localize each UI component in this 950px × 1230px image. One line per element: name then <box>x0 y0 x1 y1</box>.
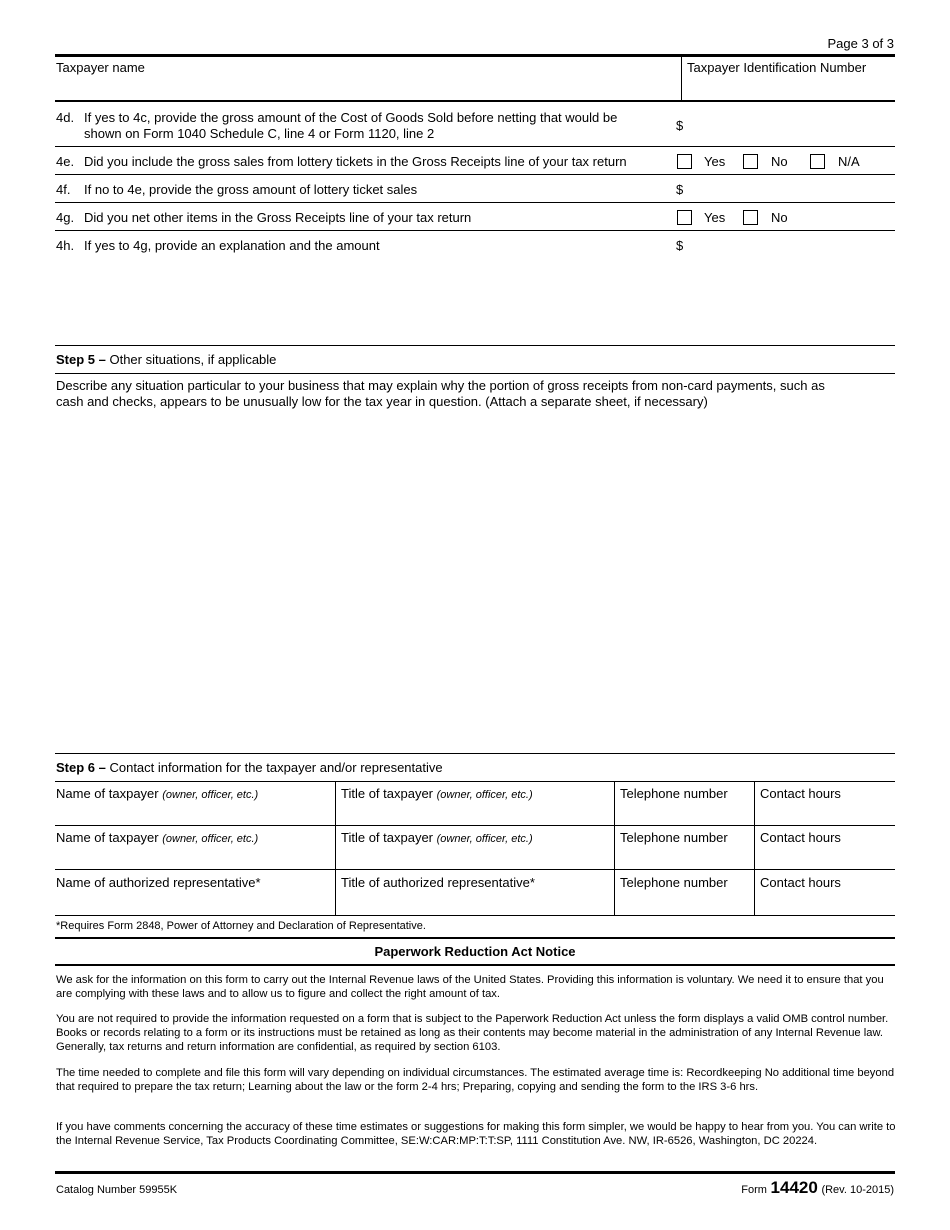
form-word: Form <box>741 1184 767 1196</box>
form-id <box>741 1178 894 1198</box>
contact-title-text: Title of taxpayer <box>341 786 437 801</box>
contact-phone-label: Telephone number <box>620 830 728 845</box>
rep-title-label <box>341 875 535 890</box>
contact-name-label <box>56 830 258 845</box>
rep-name-text: Name of authorized representative* <box>56 875 261 890</box>
q4h-text: If yes to 4g, provide an explanation and the amount <box>84 238 380 253</box>
rep-title-text: Title of authorized representative* <box>341 875 535 890</box>
q4d-currency: $ <box>676 118 684 133</box>
step6-title-bold: Step 6 – <box>56 760 106 775</box>
contact-title-label <box>341 786 533 801</box>
notice-title-rule <box>55 964 895 966</box>
contact-hours-input[interactable] <box>760 802 892 822</box>
contact-name-hint: (owner, officer, etc.) <box>162 833 259 845</box>
notice-paragraph-1: We ask for the information on this form to carry out the Internal Revenue laws of the United States. Providing this information is voluntary. We need it to ensure that you are complying with these laws and to allow us to figure and collect the right amount of tax. <box>56 974 884 1000</box>
row-rule <box>55 146 895 147</box>
q4f-number: 4f. <box>56 182 71 197</box>
footnote: *Requires Form 2848, Power of Attorney and Declaration of Representative. <box>56 920 426 932</box>
row-rule <box>55 230 895 231</box>
notice-title: Paperwork Reduction Act Notice <box>374 944 576 959</box>
contact-title-hint: (owner, officer, etc.) <box>436 833 533 845</box>
q4g-yes-checkbox[interactable] <box>677 210 692 225</box>
rep-name-input[interactable] <box>56 891 332 911</box>
rep-phone-input[interactable] <box>620 891 750 911</box>
q4g-yes-label: Yes <box>704 210 726 225</box>
form-number: 14420 <box>770 1178 818 1197</box>
tin-label: Taxpayer Identification Number <box>687 60 867 75</box>
tin-field[interactable] <box>687 78 892 98</box>
table-col-divider <box>614 781 615 915</box>
q4h-explanation-input[interactable] <box>56 256 892 340</box>
table-col-divider <box>335 781 336 915</box>
step5-title <box>56 352 276 367</box>
contact-name-text: Name of taxpayer <box>56 786 163 801</box>
footer-rule <box>55 1171 895 1174</box>
form-revision: (Rev. 10-2015) <box>821 1184 894 1196</box>
q4e-na-label: N/A <box>838 154 860 169</box>
row-rule <box>55 202 895 203</box>
contact-title-text: Title of taxpayer <box>341 830 437 845</box>
q4g-no-label: No <box>771 210 788 225</box>
q4d-text-line2: shown on Form 1040 Schedule C, line 4 or Form 1120, line 2 <box>84 126 435 141</box>
page-number: Page 3 of 3 <box>827 36 894 51</box>
contact-name-input[interactable] <box>56 802 332 822</box>
q4e-text: Did you include the gross sales from lottery tickets in the Gross Receipts line of your tax return <box>84 154 627 169</box>
contact-title-hint: (owner, officer, etc.) <box>436 789 533 801</box>
rep-phone-label: Telephone number <box>620 875 728 890</box>
rep-name-label <box>56 875 261 890</box>
section-rule <box>55 753 895 754</box>
table-row-rule <box>55 869 895 870</box>
q4e-no-label: No <box>771 154 788 169</box>
q4d-number: 4d. <box>56 110 75 125</box>
step6-title-text: Contact information for the taxpayer and/or representative <box>105 760 443 775</box>
q4f-currency: $ <box>676 182 684 197</box>
rep-hours-label: Contact hours <box>760 875 841 890</box>
contact-hours-label: Contact hours <box>760 830 841 845</box>
step5-instruction-line2: cash and checks, appears to be unusually low for the tax year in question. (Attach a separate sheet, if necessary) <box>56 394 708 409</box>
q4d-text-line1: If yes to 4c, provide the gross amount of the Cost of Goods Sold before netting that would be <box>84 110 618 125</box>
contact-hours-input[interactable] <box>760 846 892 866</box>
contact-phone-label: Telephone number <box>620 786 728 801</box>
contact-phone-input[interactable] <box>620 802 750 822</box>
header-top-rule <box>55 54 895 57</box>
header-divider <box>681 57 682 101</box>
step5-title-bold: Step 5 – <box>56 352 106 367</box>
q4g-no-checkbox[interactable] <box>743 210 758 225</box>
taxpayer-name-field[interactable] <box>56 78 676 98</box>
q4h-currency: $ <box>676 238 684 253</box>
table-top-rule <box>55 781 895 782</box>
q4e-yes-checkbox[interactable] <box>677 154 692 169</box>
step5-instruction-line1: Describe any situation particular to your business that may explain why the portion of gross receipts from non-card payments, such as <box>56 378 825 393</box>
contact-hours-label: Contact hours <box>760 786 841 801</box>
contact-title-label <box>341 830 533 845</box>
notice-top-rule <box>55 937 895 939</box>
table-bottom-rule <box>55 915 895 916</box>
contact-name-input[interactable] <box>56 846 332 866</box>
rep-hours-input[interactable] <box>760 891 892 911</box>
contact-title-input[interactable] <box>341 802 611 822</box>
q4e-number: 4e. <box>56 154 75 169</box>
header-bottom-rule <box>55 100 895 102</box>
q4f-text: If no to 4e, provide the gross amount of lottery ticket sales <box>84 182 418 197</box>
section-rule <box>55 373 895 374</box>
q4g-text: Did you net other items in the Gross Receipts line of your tax return <box>84 210 472 225</box>
section-rule <box>55 345 895 346</box>
table-row-rule <box>55 825 895 826</box>
contact-title-input[interactable] <box>341 846 611 866</box>
step5-title-text: Other situations, if applicable <box>105 352 277 367</box>
table-col-divider <box>754 781 755 915</box>
step6-title <box>56 760 443 775</box>
taxpayer-name-label: Taxpayer name <box>56 60 145 75</box>
contact-name-hint: (owner, officer, etc.) <box>162 789 259 801</box>
q4g-number: 4g. <box>56 210 75 225</box>
q4d-amount-input[interactable] <box>690 112 890 134</box>
notice-paragraph-3: The time needed to complete and file this form will vary depending on individual circumstances. The estimated average time is: Recordkeeping No additional time beyond that required to prepare the tax return; Learning about the law or the form 2-4 hrs; Preparing, copying and sending the form to the IRS 3-6 hrs. <box>56 1067 895 1093</box>
q4e-yes-label: Yes <box>704 154 726 169</box>
q4h-number: 4h. <box>56 238 75 253</box>
q4f-amount-input[interactable] <box>690 178 890 200</box>
row-rule <box>55 174 895 175</box>
q4e-no-checkbox[interactable] <box>743 154 758 169</box>
q4e-na-checkbox[interactable] <box>810 154 825 169</box>
notice-paragraph-4: If you have comments concerning the accuracy of these time estimates or suggestions for making this form simpler, we would be happy to hear from you. You can write to the Internal Revenue Service, Tax Products Coordinating Committee, SE:W:CAR:MP:T:T:SP, 1111 Constitution Ave. NW, IR-6526, Washington, DC 20224. <box>56 1121 896 1147</box>
catalog-number: Catalog Number 59955K <box>56 1184 178 1196</box>
contact-name-text: Name of taxpayer <box>56 830 163 845</box>
step5-description-input[interactable] <box>56 414 892 748</box>
notice-paragraph-2: You are not required to provide the information requested on a form that is subject to the Paperwork Reduction Act unless the form displays a valid OMB control number. Books or records relating to a form or its instructions must be retained as long as their contents may become material in the administration of any Internal Revenue law. Generally, tax returns and return information are confidential, as required by section 6103. <box>56 1013 889 1053</box>
rep-title-input[interactable] <box>341 891 611 911</box>
contact-phone-input[interactable] <box>620 846 750 866</box>
contact-name-label <box>56 786 258 801</box>
